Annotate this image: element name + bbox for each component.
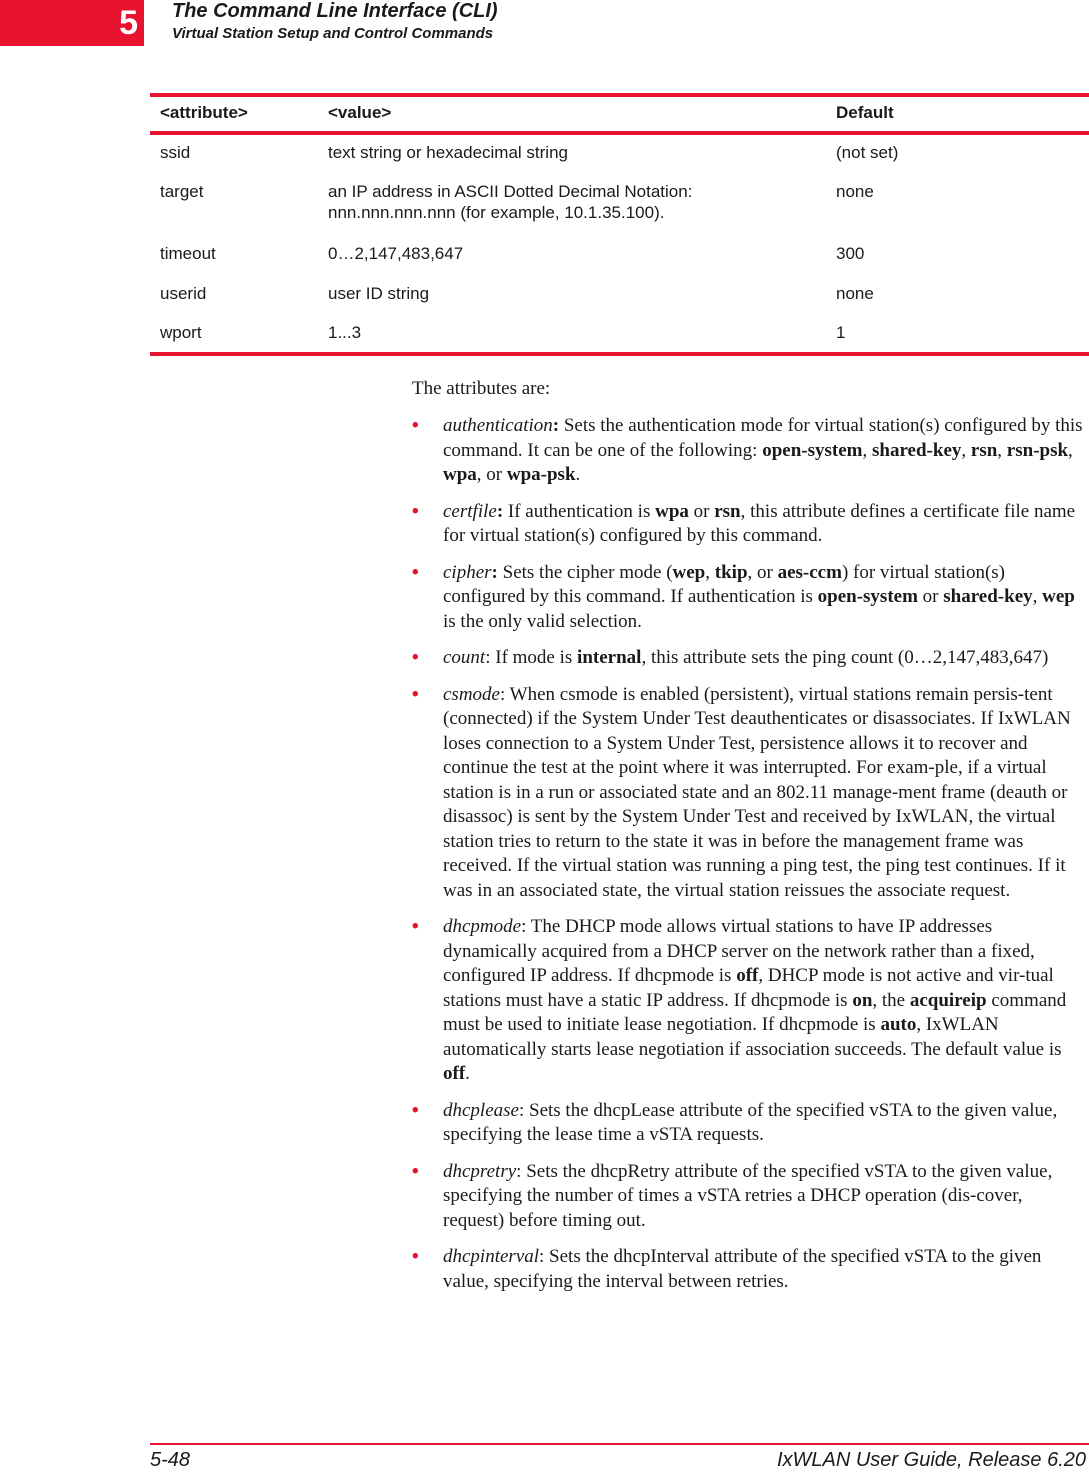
list-item-dhcpretry [412, 1160, 1084, 1234]
term: count [443, 647, 486, 668]
bullet-icon: • [412, 561, 419, 583]
cell-value: 1...3 [328, 323, 362, 342]
page-number: 5-48 [150, 1449, 191, 1471]
keyword: shared-key [872, 439, 962, 461]
desc: : Sets the dhcpLease attribute of the specified vSTA to the given value, specifying the lease time a vSTA requests. [443, 1099, 1058, 1145]
cell-default: 300 [836, 244, 865, 263]
bullet-icon: • [412, 1099, 419, 1121]
desc: , IxWLAN automatically starts lease negotiation if association succeeds. The default value is [443, 1014, 1062, 1060]
desc: : If mode is [485, 647, 578, 668]
desc: or [688, 500, 715, 522]
term: dhcpretry [443, 1160, 517, 1182]
term: dhcplease [443, 1099, 519, 1121]
term: certfile [443, 500, 497, 522]
guide-title: IxWLAN User Guide, Release 6.20 [776, 1449, 1086, 1471]
bullet-icon: • [412, 500, 419, 522]
cell-attribute: ssid [160, 143, 191, 162]
bullet-icon: • [412, 916, 419, 937]
cell-value: user ID string [328, 284, 430, 303]
column-header-attribute: <attribute> [160, 103, 248, 122]
cell-value: 0…2,147,483,647 [328, 244, 464, 263]
term: cipher [443, 561, 492, 583]
cell-value-line2: nnn.nnn.nnn.nnn (for example, 10.1.35.100). [328, 203, 665, 222]
cell-default: none [836, 284, 874, 303]
list-item-count [412, 646, 1084, 671]
desc: If authentication is [503, 500, 656, 522]
cell-attribute: userid [160, 284, 207, 303]
attribute-list [412, 414, 1084, 1306]
keyword: open-system [817, 586, 918, 607]
keyword: off [443, 1063, 466, 1084]
term: dhcpinterval [443, 1246, 540, 1267]
list-item-dhcplease [412, 1099, 1084, 1148]
column-header-default: Default [836, 103, 894, 122]
term: authentication [443, 415, 553, 436]
chapter-number-tab: 5 [0, 0, 144, 46]
bullet-icon: • [412, 1160, 419, 1182]
desc: : Sets the dhcpRetry attribute of the specified vSTA to the given value, specifying the number of times a vSTA retries a DHCP operation (dis-cover, request) before timing out. [443, 1160, 1053, 1231]
keyword: internal [577, 647, 642, 668]
cell-attribute: timeout [160, 244, 216, 263]
desc: , this attribute sets the ping count (0…2,147,483,647) [641, 647, 1049, 668]
bullet-icon: • [412, 415, 419, 436]
attribute-table [150, 96, 1089, 342]
keyword: wep [1042, 586, 1075, 607]
cell-attribute: target [160, 182, 204, 201]
cell-value: text string or hexadecimal string [328, 143, 568, 162]
desc: , the [872, 989, 910, 1011]
section-subtitle: Virtual Station Setup and Control Commands [172, 25, 494, 42]
attributes-intro: The attributes are: [412, 378, 551, 399]
list-item-csmode [412, 683, 1084, 904]
keyword: tkip [714, 561, 748, 583]
cell-attribute: wport [160, 323, 202, 342]
keyword: rsn [714, 500, 741, 522]
desc: , DHCP mode is not active and vir-tual stations must have a static IP address. If dhcpmode is [443, 965, 1054, 1011]
desc: : The DHCP mode allows virtual stations to have IP addresses dynamically acquired from a DHCP server on the network rather than a fixed, configured IP address. If dhcpmode is [443, 916, 1035, 986]
desc: : When csmode is enabled (persistent), virtual stations remain persis-tent (connected) if the System Under Test deauthenticates or disassociates. If IxWLAN loses connection to a System Under Test, persistence allows it to recover and continue the test at the point where it was interrupted. For exam-ple, if a virtual station is in a run or associated state and an 802.11 manage-ment frame (deauth or disassoc) is sent by the System Under Test and received by IxWLAN, the virtual station tries to return to the state it was in before the management frame was received. If the virtual station was running a ping test, the ping test continues. If it was in an associated state, the virtual station reissues the associate request. [443, 683, 1071, 901]
list-item-certfile: • certfile: If authentication is wpa or rsn, this attribute defines a certificate file name for virtual station(s) configured by this command. [412, 500, 1076, 546]
keyword: wpa [655, 500, 689, 522]
cell-default: none [836, 182, 874, 201]
keyword: wpa [443, 464, 477, 485]
list-item-cipher: • cipher: Sets the cipher mode (wep, tkip, or aes-ccm) for virtual station(s) configured by this command. If authentication is open-system or shared-key, wep is the only valid selection. [412, 561, 1075, 632]
desc: is the only valid selection. [443, 610, 642, 632]
desc: ) for virtual station(s) configured by this command. If authentication is [443, 561, 1005, 607]
desc: : Sets the dhcpInterval attribute of the specified vSTA to the given value, specifying the interval between retries. [443, 1246, 1042, 1292]
footer-rule [150, 1443, 1089, 1445]
keyword: wep [672, 561, 706, 583]
chapter-title: The Command Line Interface (CLI) [172, 0, 498, 22]
keyword: rsn-psk [1006, 439, 1069, 461]
term: csmode [443, 683, 500, 705]
table-header-row [150, 96, 1089, 132]
desc: Sets the cipher mode ( [497, 561, 673, 583]
table-bottom-rule [150, 352, 1089, 356]
keyword: acquireip [909, 989, 987, 1011]
cell-default: 1 [836, 323, 846, 342]
keyword: auto [880, 1014, 917, 1035]
cell-default: (not set) [836, 143, 899, 162]
desc: Sets the authentication mode for virtual station(s) configured by this command. It can be one of the following: [443, 415, 1083, 461]
desc: , this attribute defines a certificate file name for virtual station(s) configured by this command. [443, 500, 1076, 546]
keyword: on [852, 989, 873, 1011]
column-header-value: <value> [328, 103, 392, 122]
cell-value: an IP address in ASCII Dotted Decimal Notation: [328, 182, 693, 201]
bullet-icon: • [412, 1246, 419, 1267]
term: dhcpmode [443, 916, 522, 937]
desc: command must be used to initiate lease negotiation. If dhcpmode is [443, 989, 1067, 1035]
keyword: wpa-psk [506, 464, 576, 485]
bullet-icon: • [412, 647, 419, 668]
list-item-dhcpmode: • dhcpmode: The DHCP mode allows virtual stations to have IP addresses dynamically acquired from a DHCP server on the network rather than a fixed, configured IP address. If dhcpmode is off, DHCP mode is not active and vir-tual stations must have a static IP address. If dhcpmode is on, the acquireip command must be used to initiate lease negotiation. If dhcpmode is auto, IxWLAN automatically starts lease negotiation if association succeeds. The default value is off. [412, 916, 1067, 1084]
keyword: rsn [970, 439, 998, 461]
bullet-icon: • [412, 683, 419, 705]
keyword: off [736, 965, 759, 986]
keyword: aes-ccm [777, 561, 842, 583]
list-item-dhcpinterval [412, 1245, 1084, 1294]
list-item-authentication: • authentication: Sets the authentication mode for virtual station(s) configured by this command. It can be one of the following: open-system, shared-key, rsn, rsn-psk, wpa, or wpa-psk. [412, 415, 1083, 485]
keyword: open-system [762, 439, 863, 461]
keyword: shared-key [943, 586, 1033, 607]
